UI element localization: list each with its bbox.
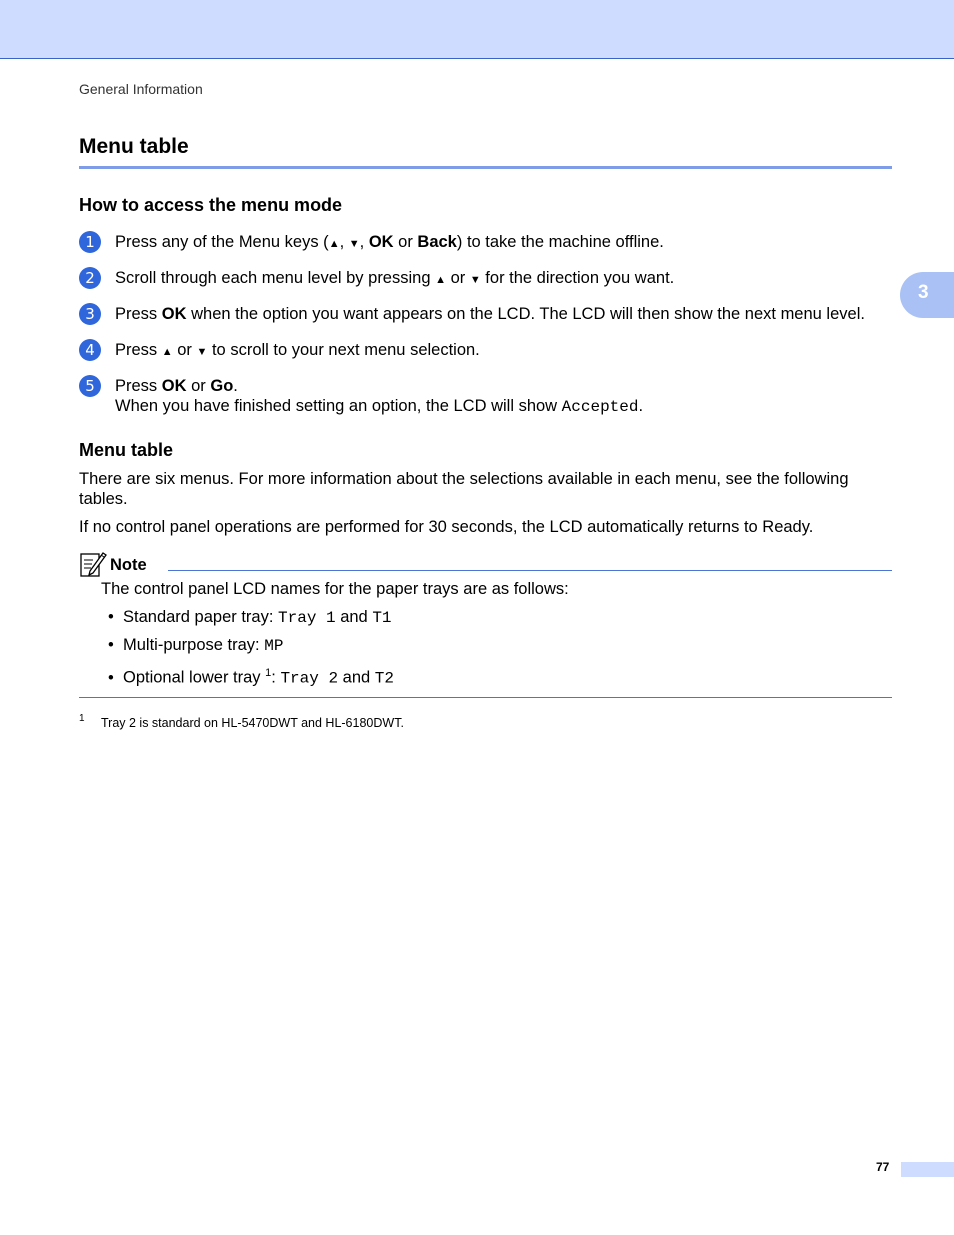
lcd-accepted-text: Accepted	[561, 398, 639, 416]
note-intro: The control panel LCD names for the paper trays are as follows:	[101, 580, 569, 598]
note-label: Note	[110, 556, 147, 574]
footnote-text: Tray 2 is standard on HL-5470DWT and HL-6180DWT.	[101, 716, 404, 730]
note-pencil-icon	[79, 550, 107, 578]
up-arrow-icon: ▲	[328, 238, 340, 250]
up-arrow-icon: ▲	[161, 346, 173, 358]
section-title-rule	[79, 166, 892, 169]
section-title: Menu table	[79, 135, 189, 158]
note-top-rule	[168, 570, 892, 571]
down-arrow-icon: ▼	[348, 238, 360, 250]
page-number: 77	[876, 1160, 890, 1174]
chapter-tab[interactable]	[900, 272, 954, 318]
bullet-multipurpose-tray: • Multi-purpose tray: MP	[108, 636, 284, 655]
chapter-number: 3	[918, 282, 929, 303]
footnote-reference[interactable]: 1	[265, 667, 272, 679]
step-3-text: Press OK when the option you want appears on the LCD. The LCD will then show the next menu level.	[115, 305, 865, 323]
step-number-3-icon: 3	[79, 303, 101, 325]
bullet-standard-tray: • Standard paper tray: Tray 1 and T1	[108, 608, 392, 627]
access-heading: How to access the menu mode	[79, 195, 343, 215]
bullet-optional-tray: • Optional lower tray $^1$: Tray 2 and T2	[108, 667, 394, 688]
down-arrow-icon: ▼	[469, 274, 481, 286]
menu-table-paragraph-2: If no control panel operations are performed for 30 seconds, the LCD automatically returns to Ready.	[79, 518, 814, 536]
menu-table-paragraph-1: There are six menus. For more information about the selections available in each menu, see the following tables.	[79, 470, 849, 508]
step-number-1-icon: 1	[79, 231, 101, 253]
step-5-text: Press OK or Go.	[115, 377, 238, 395]
top-header-band	[0, 0, 954, 59]
note-bottom-rule	[79, 697, 892, 698]
step-5-result-text: When you have finished setting an option, the LCD will show Accepted.	[115, 397, 644, 416]
step-4-text: Press ▲ or ▼ to scroll to your next menu selection.	[115, 341, 480, 359]
footnote-number: 1	[79, 713, 85, 724]
menu-table-heading: Menu table	[79, 440, 174, 460]
up-arrow-icon: ▲	[435, 274, 446, 286]
step-number-2-icon: 2	[79, 267, 101, 289]
down-arrow-icon: ▼	[196, 346, 208, 358]
step-2-text: Scroll through each menu level by pressing ▲ or ▼ for the direction you want.	[115, 269, 675, 287]
step-1-text: Press any of the Menu keys (▲, ▼, OK or Back) to take the machine offline.	[115, 233, 664, 251]
step-number-5-icon: 5	[79, 375, 101, 397]
step-number-4-icon: 4	[79, 339, 101, 361]
page-number-bar	[901, 1162, 954, 1177]
running-header: General Information	[79, 81, 203, 97]
